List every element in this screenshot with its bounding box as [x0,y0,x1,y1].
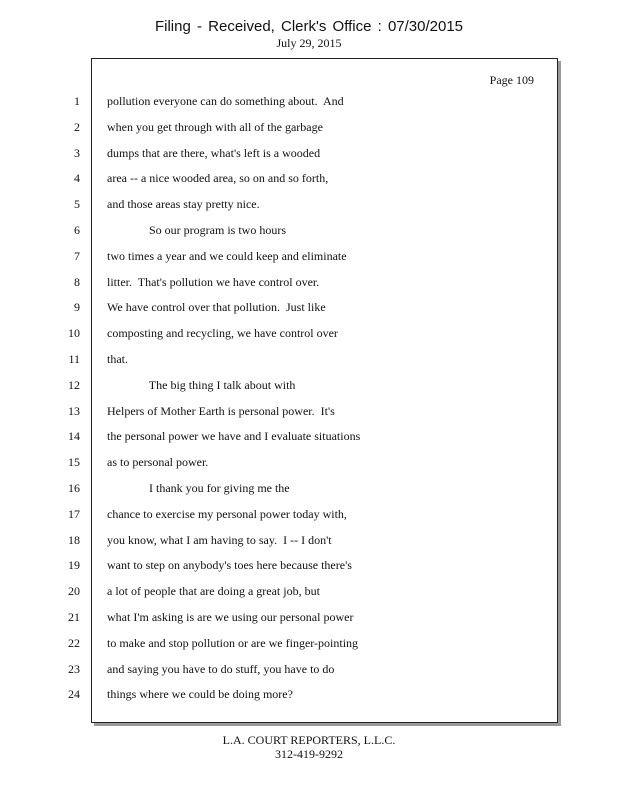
page-footer [0,733,618,761]
transcript-line: We have control over that pollution. Just like [107,300,326,315]
reporter-company: L.A. COURT REPORTERS, L.L.C. [222,733,396,747]
transcript-line: area -- a nice wooded area, so on and so forth, [107,171,329,186]
line-number: 7 [74,248,80,263]
transcript-line: things where we could be doing more? [107,687,293,702]
line-number: 12 [68,377,80,392]
line-number: 3 [74,145,80,160]
line-number: 17 [68,506,80,521]
transcript-line: a lot of people that are doing a great job, but [107,584,320,599]
transcript-line: dumps that are there, what's left is a wooded [107,145,321,160]
line-number: 1 [74,94,80,108]
transcript-line: composting and recycling, we have control over [107,326,338,341]
reporter-phone: 312-419-9292 [275,747,343,761]
transcript-line: So our program is two hours [107,222,286,237]
line-number: 2 [74,119,80,134]
transcript-line: litter. That's pollution we have control over. [107,274,320,289]
line-number: 6 [74,222,80,237]
line-number: 24 [68,687,80,702]
transcript-line: and those areas stay pretty nice. [107,197,260,212]
transcript-line: what I'm asking is are we using our personal power [107,609,354,624]
transcript-line: The big thing I talk about with [107,377,296,392]
transcript-line: Helpers of Mother Earth is personal power. It's [107,403,335,418]
filing-stamp: Filing - Received, Clerk's Office : 07/30/2015 [154,18,464,35]
line-number: 9 [74,300,80,315]
transcript-line: I thank you for giving me the [107,480,290,495]
line-number: 14 [68,429,80,444]
transcript-date: July 29, 2015 [276,36,342,50]
line-number-column [58,89,80,708]
transcript-text [107,89,547,708]
transcript-line: chance to exercise my personal power today with, [107,506,347,521]
transcript-line: when you get through with all of the garbage [107,119,323,134]
line-number: 15 [68,455,80,470]
line-number: 20 [68,584,80,599]
line-number: 18 [68,532,80,547]
line-number: 21 [68,609,80,624]
line-number: 4 [74,171,80,186]
transcript-line: and saying you have to do stuff, you have to do [107,661,335,676]
line-number: 16 [68,480,80,495]
line-number: 19 [68,558,80,573]
transcript-line: that. [107,351,128,366]
line-number: 11 [68,351,80,366]
line-number: 8 [74,274,80,289]
line-number: 10 [68,326,80,341]
transcript-line: you know, what I am having to say. I -- I don't [107,532,332,547]
line-number: 13 [68,403,80,418]
transcript-line: the personal power we have and I evaluate situations [107,429,361,444]
transcript-line: want to step on anybody's toes here because there's [107,558,352,573]
transcript-line: as to personal power. [107,455,209,470]
line-number: 22 [68,635,80,650]
transcript-line: to make and stop pollution or are we finger-pointing [107,635,359,650]
line-number: 23 [68,661,80,676]
transcript-line: two times a year and we could keep and eliminate [107,248,347,263]
transcript-line: pollution everyone can do something about. And [107,94,344,108]
line-number: 5 [74,197,80,212]
page-number: Page 109 [489,73,534,87]
